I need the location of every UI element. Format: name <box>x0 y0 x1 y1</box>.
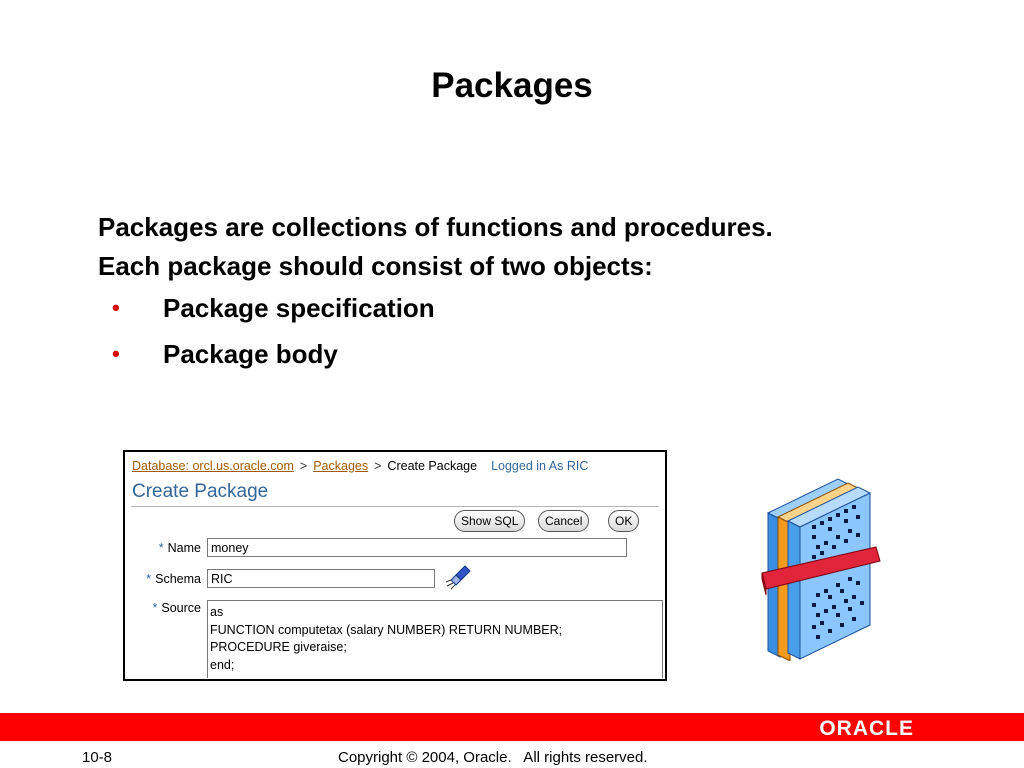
breadcrumb-separator: > <box>374 459 382 473</box>
required-icon: * <box>152 601 158 615</box>
source-line: as <box>210 605 224 619</box>
ok-button[interactable]: OK <box>608 510 639 532</box>
required-icon: * <box>158 541 164 555</box>
name-field[interactable]: money <box>207 538 627 557</box>
source-label <box>125 601 201 615</box>
breadcrumb-separator: > <box>299 459 308 473</box>
bullet-dot: • <box>112 295 120 320</box>
breadcrumb-current: Create Package <box>387 459 478 473</box>
schema-field[interactable]: RIC <box>207 569 435 588</box>
cancel-button[interactable]: Cancel <box>538 510 589 532</box>
oracle-logo: ORACLE <box>819 717 914 740</box>
bullet-text: Package specification <box>163 293 435 323</box>
slide-number: 10-8 <box>82 749 113 766</box>
source-label-text: Source <box>161 601 201 615</box>
slide-title: Packages <box>431 66 593 105</box>
name-label <box>125 541 201 555</box>
footer-bar <box>0 713 1024 741</box>
bullet-dot: • <box>112 341 120 366</box>
show-sql-button[interactable]: Show SQL <box>454 510 525 532</box>
intro-line-1: Packages are collections of functions and procedures. <box>98 212 773 242</box>
create-package-screenshot <box>123 450 667 681</box>
schema-label <box>125 572 201 586</box>
intro-line-2: Each package should consist of two objects: <box>98 251 653 281</box>
schema-label-text: Schema <box>155 572 201 586</box>
logged-in-status: Logged in As RIC <box>491 459 589 473</box>
required-icon: * <box>146 572 152 586</box>
package-graphic <box>760 475 884 661</box>
flashlight-icon[interactable] <box>443 564 473 590</box>
breadcrumb-packages-link[interactable]: Packages <box>313 459 369 473</box>
heading-divider <box>131 506 659 507</box>
page-heading: Create Package <box>132 481 269 502</box>
source-line: end; <box>210 657 235 672</box>
breadcrumb <box>132 459 588 473</box>
source-line: PROCEDURE giveraise; <box>210 640 347 654</box>
bullet-text: Package body <box>163 339 338 369</box>
source-line: FUNCTION computetax (salary NUMBER) RETURN NUMBER; <box>210 622 563 637</box>
copyright-text: Copyright © 2004, Oracle. All rights reserved. <box>338 749 648 766</box>
intro-text <box>98 208 773 286</box>
name-label-text: Name <box>167 541 201 555</box>
breadcrumb-database-link[interactable]: Database: orcl.us.oracle.com <box>132 459 294 473</box>
source-textarea[interactable] <box>207 600 663 678</box>
